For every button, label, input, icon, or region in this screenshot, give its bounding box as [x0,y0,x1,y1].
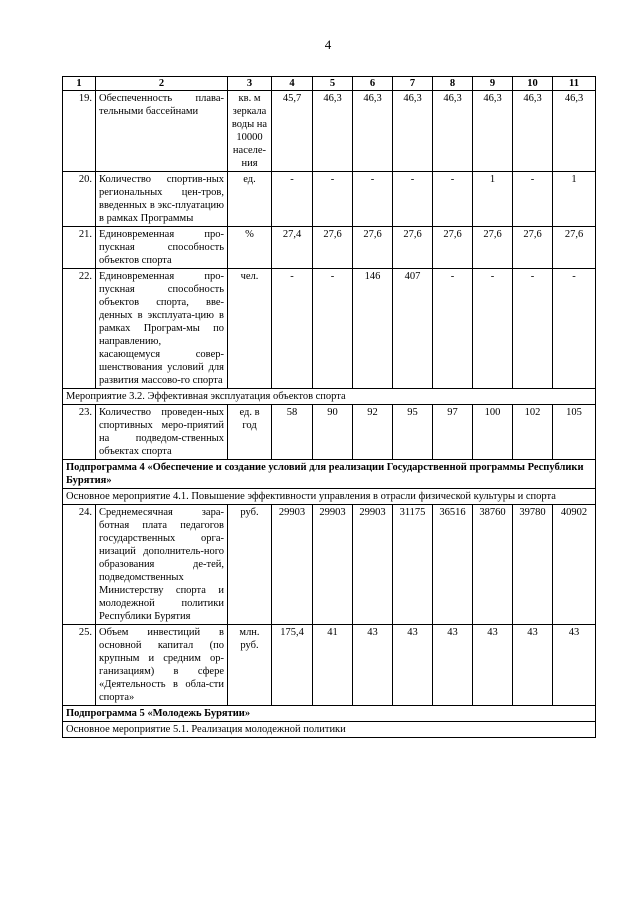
row-number: 22. [63,269,96,389]
unit-of-measure: млн. руб. [228,625,272,706]
table-row [63,269,596,389]
column-header: 2 [96,77,228,91]
indicator-value: 46,3 [513,91,553,172]
subprogram-heading: Подпрограмма 5 «Молодежь Бурятии» [63,706,596,722]
unit-of-measure: кв. м зеркала воды на 10000 населе-ния [228,91,272,172]
indicator-value: 27,6 [353,227,393,269]
column-header: 4 [272,77,313,91]
indicator-value: 27,6 [393,227,433,269]
indicator-value: - [473,269,513,389]
indicator-value: - [313,269,353,389]
unit-of-measure: ед. [228,172,272,227]
indicator-value: 1 [473,172,513,227]
section-row [63,706,596,722]
indicator-value: 43 [433,625,473,706]
column-header: 11 [553,77,596,91]
indicator-value: 27,6 [433,227,473,269]
indicator-value: 31175 [393,505,433,625]
row-number: 21. [63,227,96,269]
column-header: 10 [513,77,553,91]
indicator-value: - [313,172,353,227]
indicator-value: - [272,269,313,389]
column-header: 5 [313,77,353,91]
unit-of-measure: % [228,227,272,269]
indicator-name: Обеспеченность плава-тельными бассейнами [96,91,228,172]
indicator-value: 29903 [313,505,353,625]
table-body [63,91,596,738]
column-header: 1 [63,77,96,91]
row-number: 23. [63,405,96,460]
unit-of-measure: ед. в год [228,405,272,460]
indicator-value: 29903 [272,505,313,625]
indicator-value: 43 [513,625,553,706]
indicator-value: 105 [553,405,596,460]
indicator-value: - [353,172,393,227]
column-header: 3 [228,77,272,91]
indicator-name: Количество спортив-ных региональных цен-тров, введенных в экс-плуатацию в рамках Программы [96,172,228,227]
table-row [63,505,596,625]
indicator-name: Единовременная про-пускная способность объектов спорта, вве-денных в эксплуата-цию в рамках Програм-мы по направлению, касающемуся совер-шенствования условий для развития массово-го спорта [96,269,228,389]
indicator-value: 27,6 [553,227,596,269]
indicator-name: Единовременная про-пускная способность объектов спорта [96,227,228,269]
indicator-value: 46,3 [473,91,513,172]
indicator-value: - [272,172,313,227]
indicator-value: 58 [272,405,313,460]
unit-of-measure: руб. [228,505,272,625]
indicator-value: 29903 [353,505,393,625]
indicator-value: 43 [353,625,393,706]
table-row [63,405,596,460]
activity-heading: Основное мероприятие 4.1. Повышение эффективности управления в отрасли физической культуры и спорта [63,489,596,505]
row-number: 25. [63,625,96,706]
indicator-value: 46,3 [433,91,473,172]
section-row [63,460,596,489]
row-number: 19. [63,91,96,172]
header-row [63,77,596,91]
section-row [63,489,596,505]
section-row [63,389,596,405]
indicator-value: - [513,172,553,227]
column-header: 6 [353,77,393,91]
indicator-value: - [393,172,433,227]
indicator-value: 46,3 [393,91,433,172]
indicator-value: 407 [393,269,433,389]
indicator-value: 43 [393,625,433,706]
column-header: 8 [433,77,473,91]
table-row [63,625,596,706]
indicator-value: 43 [553,625,596,706]
section-row [63,722,596,738]
row-number: 20. [63,172,96,227]
indicator-value: - [433,172,473,227]
indicator-value: 39780 [513,505,553,625]
indicator-value: 46,3 [553,91,596,172]
activity-heading: Мероприятие 3.2. Эффективная эксплуатация объектов спорта [63,389,596,405]
indicator-value: 27,6 [473,227,513,269]
indicator-value: 90 [313,405,353,460]
indicator-value: 27,6 [313,227,353,269]
row-number: 24. [63,505,96,625]
indicator-value: 1 [553,172,596,227]
page-number: 4 [324,37,332,52]
activity-heading: Основное мероприятие 5.1. Реализация молодежной политики [63,722,596,738]
indicators-table [62,76,596,738]
indicator-value: 97 [433,405,473,460]
indicator-value: 36516 [433,505,473,625]
indicator-name: Среднемесячная зара-ботная плата педагогов государственных орга-низаций дополнитель-ного образования де-тей, подведомственных Министерству спорта и молодежной политики Республики Бурятия [96,505,228,625]
indicator-value: 95 [393,405,433,460]
indicator-value: 41 [313,625,353,706]
indicator-name: Объем инвестиций в основной капитал (по крупным и средним ор-ганизациям) в сфере «Деятельность в обла-сти спорта» [96,625,228,706]
indicator-value: - [513,269,553,389]
indicator-value: 92 [353,405,393,460]
indicator-value: 27,4 [272,227,313,269]
indicator-value: - [553,269,596,389]
subprogram-heading: Подпрограмма 4 «Обеспечение и создание условий для реализации Государственной программы Республики Бурятия» [63,460,596,489]
indicator-value: 45,7 [272,91,313,172]
indicator-value: 146 [353,269,393,389]
unit-of-measure: чел. [228,269,272,389]
indicator-value: 43 [473,625,513,706]
indicator-value: 27,6 [513,227,553,269]
indicator-value: 46,3 [313,91,353,172]
indicator-value: 40902 [553,505,596,625]
indicator-value: 46,3 [353,91,393,172]
indicator-value: 175,4 [272,625,313,706]
table-row [63,227,596,269]
indicator-value: 100 [473,405,513,460]
indicator-name: Количество проведен-ных спортивных меро-приятий на подведом-ственных объектах спорта [96,405,228,460]
indicator-value: 38760 [473,505,513,625]
indicator-value: 102 [513,405,553,460]
indicator-value: - [433,269,473,389]
table-row [63,91,596,172]
column-header: 9 [473,77,513,91]
table-row [63,172,596,227]
column-header: 7 [393,77,433,91]
